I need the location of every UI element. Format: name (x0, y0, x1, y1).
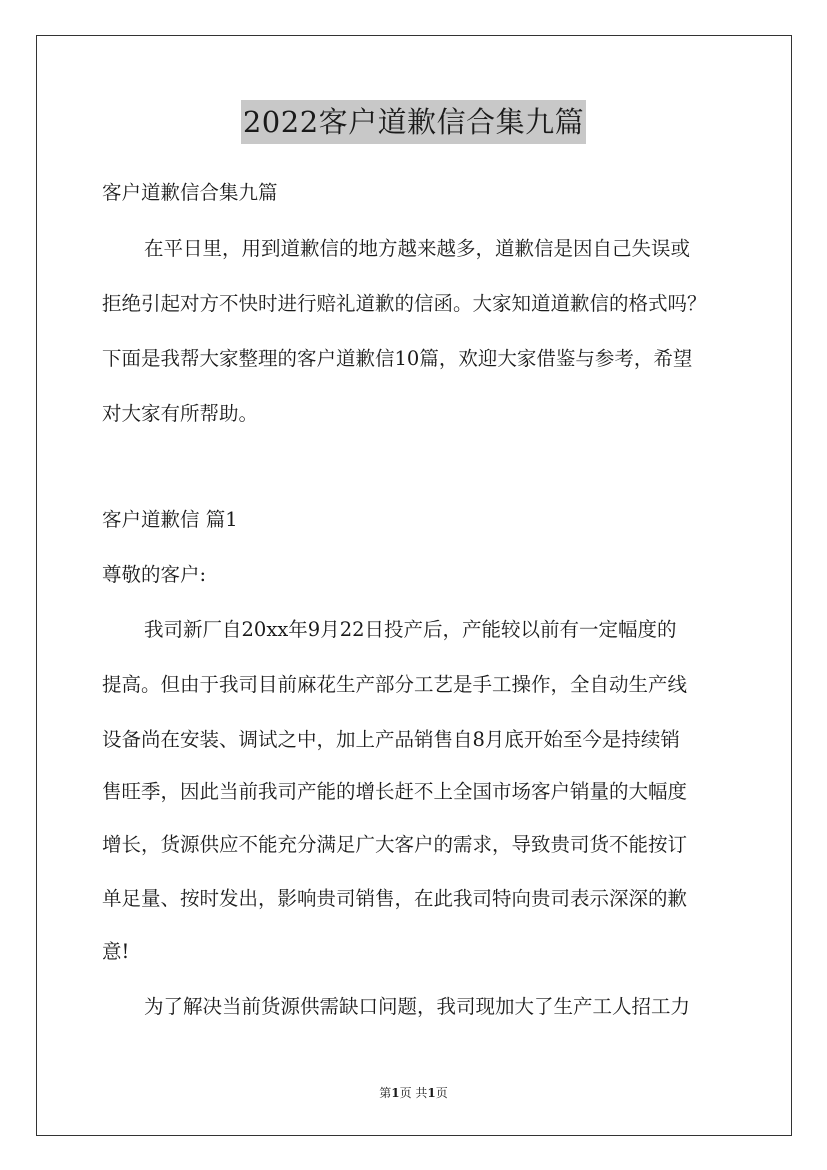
footer-page-number: 1 (391, 1086, 400, 1100)
section-heading: 客户道歉信 篇1 (102, 508, 238, 531)
body-line-5: 增长，货源供应不能充分满足广大客户的需求，导致贵司货不能按订 (102, 833, 688, 856)
body-line-4: 售旺季，因此当前我司产能的增长赶不上全国市场客户销量的大幅度 (102, 780, 688, 803)
salutation: 尊敬的客户: (102, 563, 207, 586)
intro-line-1: 在平日里，用到道歉信的地方越来越多，道歉信是因自己失误或 (144, 237, 691, 260)
intro-line-2: 拒绝引起对方不快时进行赔礼道歉的信函。大家知道道歉信的格式吗？ (102, 292, 707, 315)
body-line-8: 为了解决当前货源供需缺口问题，我司现加大了生产工人招工力 (144, 995, 691, 1018)
page-footer (0, 1084, 827, 1101)
title-container (0, 100, 827, 144)
intro-line-4: 对大家有所帮助。 (102, 402, 259, 425)
footer-mid: 页 共 (399, 1086, 428, 1100)
body-line-6: 单足量、按时发出，影响贵司销售，在此我司特向贵司表示深深的歉 (102, 887, 688, 910)
footer-prefix: 第 (379, 1086, 392, 1100)
body-line-7: 意! (102, 940, 130, 963)
body-line-2: 提高。但由于我司目前麻花生产部分工艺是手工操作，全自动生产线 (102, 673, 688, 696)
document-title: 2022客户道歉信合集九篇 (241, 100, 586, 144)
body-line-3: 设备尚在安装、调试之中，加上产品销售自8月底开始至今是持续销 (102, 728, 680, 751)
intro-line-3: 下面是我帮大家整理的客户道歉信10篇，欢迎大家借鉴与参考，希望 (102, 347, 693, 370)
body-line-1: 我司新厂自20xx年9月22日投产后，产能较以前有一定幅度的 (144, 618, 677, 641)
footer-total-pages: 1 (427, 1086, 436, 1100)
footer-suffix: 页 (435, 1086, 448, 1100)
document-subtitle: 客户道歉信合集九篇 (102, 181, 278, 204)
